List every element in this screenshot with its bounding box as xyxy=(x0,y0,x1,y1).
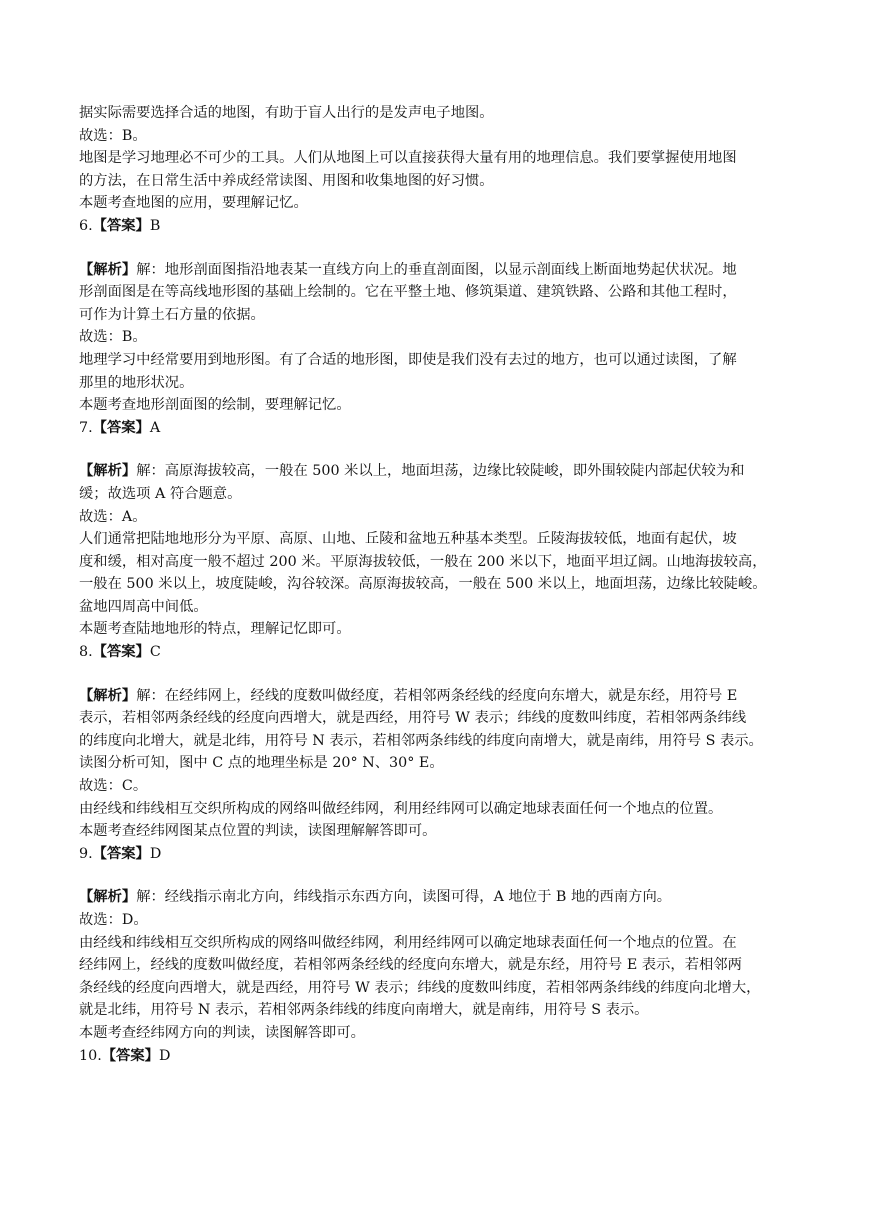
spacer xyxy=(79,664,793,685)
analysis-tag: 【解析】 xyxy=(79,889,137,906)
text-line: 读图分析可知，图中 C 点的地理坐标是 20° N、30° E。 xyxy=(79,755,444,772)
text-line: 故选：A。 xyxy=(79,508,147,525)
question-number: 7. xyxy=(79,419,93,436)
question-number: 8. xyxy=(79,644,93,661)
answer-heading xyxy=(79,1045,793,1068)
analysis-tag: 【解析】 xyxy=(79,687,137,704)
analysis-text: 解：在经纬网上，经线的度数叫做经度，若相邻两条经线的经度向东增大，就是东经，用符号 E xyxy=(136,687,738,704)
answer-value: C xyxy=(149,644,161,661)
answer-value: D xyxy=(149,845,162,862)
text-line: 人们通常把陆地地形分为平原、高原、山地、丘陵和盆地五种基本类型。丘陵海拔较低，地面有起伏，坡 xyxy=(79,531,737,548)
text-line: 的纬度向北增大，就是北纬，用符号 N 表示，若相邻两条纬线的纬度向南增大，就是南纬，用符号 S 表示。 xyxy=(79,732,763,749)
analysis-tag: 【解析】 xyxy=(79,261,137,278)
spacer xyxy=(79,865,793,886)
text-line: 的方法，在日常生活中养成经常读图、用图和收集地图的好习惯。 xyxy=(79,172,494,189)
text-line: 缓；故选项 A 符合题意。 xyxy=(79,485,242,502)
text-line: 一般在 500 米以上，坡度陡峻，沟谷较深。高原海拔较高，一般在 500 米以上，地面坦荡，边缘比较陡峻。 xyxy=(79,576,767,593)
spacer xyxy=(79,238,793,259)
answer-tag: 【答案】 xyxy=(92,644,150,661)
question-number: 9. xyxy=(79,845,93,862)
question-10 xyxy=(79,1045,793,1068)
text-line: 盆地四周高中间低。 xyxy=(79,598,208,615)
text-line: 就是北纬，用符号 N 表示，若相邻两条纬线的纬度向南增大，就是南纬，用符号 S 表示。 xyxy=(79,1002,649,1019)
text-line: 形剖面图是在等高线地形图的基础上绘制的。它在平整土地、修筑渠道、建筑铁路、公路和其他工程时， xyxy=(79,284,737,301)
text-line: 由经线和纬线相互交织所构成的网络叫做经纬网，利用经纬网可以确定地球表面任何一个地点的位置。在 xyxy=(79,934,737,951)
text-line: 可作为计算土石方量的依据。 xyxy=(79,306,265,323)
text-line: 地图是学习地理必不可少的工具。人们从地图上可以直接获得大量有用的地理信息。我们要掌握使用地图 xyxy=(79,150,737,167)
text-line: 本题考查经纬网方向的判读，读图解答即可。 xyxy=(79,1024,365,1041)
question-8 xyxy=(79,641,793,843)
spacer xyxy=(79,439,793,460)
text-line: 故选：C。 xyxy=(79,778,148,795)
text-line: 表示，若相邻两条经线的经度向西增大，就是西经，用符号 W 表示；纬线的度数叫纬度，若相邻两条纬线 xyxy=(79,710,747,727)
analysis-first-line xyxy=(79,685,793,708)
text-line: 度和缓，相对高度一般不超过 200 米。平原海拔较低，一般在 200 米以下，地面平坦辽阔。山地海拔较高， xyxy=(79,553,767,570)
answer-heading xyxy=(79,843,793,866)
answer-tag: 【答案】 xyxy=(92,845,150,862)
answer-heading xyxy=(79,215,793,238)
intro-section xyxy=(79,102,793,215)
question-6 xyxy=(79,215,793,417)
analysis-first-line xyxy=(79,259,793,282)
question-9 xyxy=(79,843,793,1045)
text-line: 那里的地形状况。 xyxy=(79,374,194,391)
answer-value: A xyxy=(149,419,161,436)
answer-value: B xyxy=(149,217,161,234)
text-line: 据实际需要选择合适的地图，有助于盲人出行的是发声电子地图。 xyxy=(79,105,494,121)
text-line: 本题考查经纬网图某点位置的判读，读图理解解答即可。 xyxy=(79,823,437,840)
document-page xyxy=(79,102,793,1067)
text-line: 条经线的经度向西增大，就是西经，用符号 W 表示；纬线的度数叫纬度，若相邻两条纬线的纬度向北增大， xyxy=(79,979,761,996)
question-7 xyxy=(79,417,793,641)
analysis-text: 解：经线指示南北方向，纬线指示东西方向，读图可得，A 地位于 B 地的西南方向。 xyxy=(136,889,672,906)
answer-tag: 【答案】 xyxy=(101,1047,159,1064)
text-line: 故选：B。 xyxy=(79,127,147,144)
text-line: 本题考查地形剖面图的绘制，要理解记忆。 xyxy=(79,397,351,414)
text-line: 经纬网上，经线的度数叫做经度，若相邻两条经线的经度向东增大，就是东经，用符号 E 表示，若相邻两 xyxy=(79,957,742,974)
analysis-first-line xyxy=(79,460,793,483)
text-line: 故选：B。 xyxy=(79,329,147,346)
question-number: 10. xyxy=(79,1047,102,1064)
answer-tag: 【答案】 xyxy=(92,419,150,436)
answer-value: D xyxy=(158,1047,171,1064)
analysis-first-line xyxy=(79,886,793,909)
text-line: 故选：D。 xyxy=(79,912,148,928)
text-line: 由经线和纬线相互交织所构成的网络叫做经纬网，利用经纬网可以确定地球表面任何一个地点的位置。 xyxy=(79,800,723,817)
answer-tag: 【答案】 xyxy=(92,217,150,234)
question-number: 6. xyxy=(79,217,93,234)
answer-heading xyxy=(79,417,793,440)
text-line: 本题考查陆地地形的特点，理解记忆即可。 xyxy=(79,621,351,638)
text-line: 地理学习中经常要用到地形图。有了合适的地形图，即使是我们没有去过的地方，也可以通过读图，了解 xyxy=(79,351,737,368)
analysis-tag: 【解析】 xyxy=(79,463,137,480)
analysis-text: 解：高原海拔较高，一般在 500 米以上，地面坦荡，边缘比较陡峻，即外围较陡内部起伏较为和 xyxy=(136,463,745,480)
text-line: 本题考查地图的应用，要理解记忆。 xyxy=(79,195,308,212)
answer-heading xyxy=(79,641,793,664)
analysis-text: 解：地形剖面图指沿地表某一直线方向上的垂直剖面图，以显示剖面线上断面地势起伏状况。地 xyxy=(136,261,737,278)
